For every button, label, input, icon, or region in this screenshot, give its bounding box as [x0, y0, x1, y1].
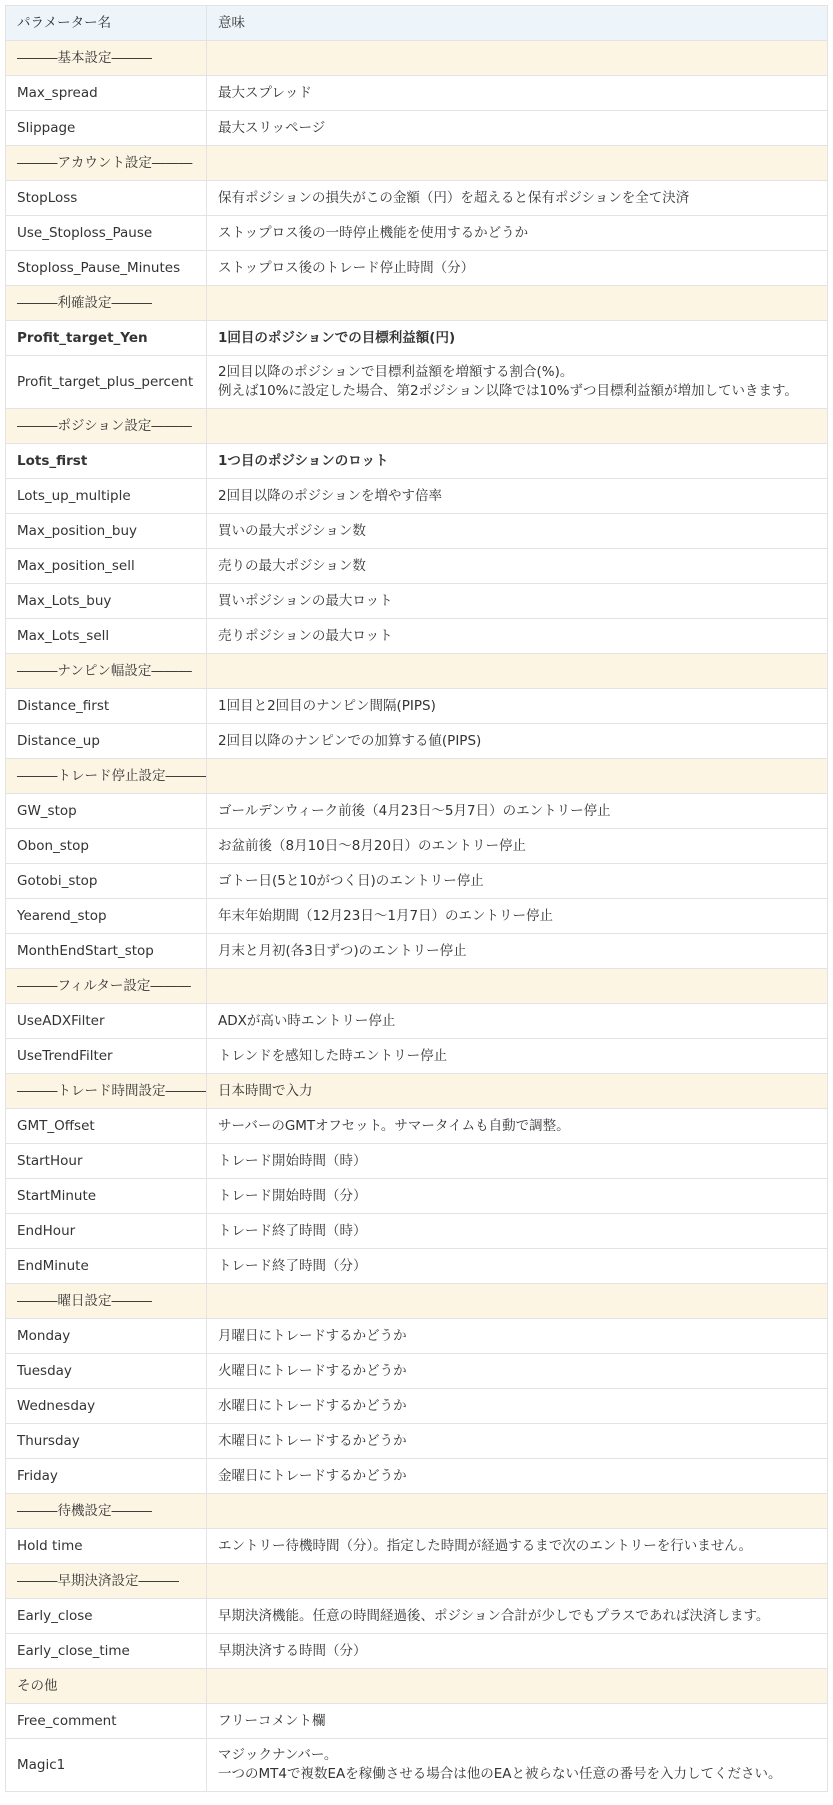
table-row	[6, 619, 828, 654]
table-row	[6, 251, 828, 286]
parameter-meaning: 1回目のポジションでの目標利益額(円)	[207, 321, 828, 356]
table-row	[6, 111, 828, 146]
parameter-name: Max_Lots_buy	[6, 584, 207, 619]
parameter-meaning: 売りポジションの最大ロット	[207, 619, 828, 654]
section-header-row	[6, 146, 828, 181]
parameter-name: Monday	[6, 1319, 207, 1354]
table-row	[6, 216, 828, 251]
table-row	[6, 1634, 828, 1669]
table-row	[6, 1599, 828, 1634]
parameter-meaning: 月末と月初(各3日ずつ)のエントリー停止	[207, 934, 828, 969]
parameter-name: Profit_target_plus_percent	[6, 356, 207, 409]
table-row	[6, 514, 828, 549]
section-title: ―――トレード時間設定―――	[6, 1074, 207, 1109]
meaning-line: 2回目以降のポジションで目標利益額を増額する割合(%)。	[218, 364, 574, 380]
section-note	[207, 41, 828, 76]
parameter-name: StopLoss	[6, 181, 207, 216]
section-header-row	[6, 1564, 828, 1599]
parameter-name: Max_spread	[6, 76, 207, 111]
parameter-name: Free_comment	[6, 1704, 207, 1739]
section-note: 日本時間で入力	[207, 1074, 828, 1109]
parameter-name: Slippage	[6, 111, 207, 146]
parameter-name: StartMinute	[6, 1179, 207, 1214]
table-row	[6, 1249, 828, 1284]
parameter-name: Hold time	[6, 1529, 207, 1564]
table-row	[6, 794, 828, 829]
table-row	[6, 1319, 828, 1354]
table-row	[6, 181, 828, 216]
table-row	[6, 899, 828, 934]
table-row	[6, 1179, 828, 1214]
table-row	[6, 1214, 828, 1249]
parameter-name: Yearend_stop	[6, 899, 207, 934]
parameter-name: Early_close_time	[6, 1634, 207, 1669]
table-row	[6, 1109, 828, 1144]
section-title: ―――ナンピン幅設定―――	[6, 654, 207, 689]
parameter-name: Magic1	[6, 1739, 207, 1792]
parameter-meaning: 2回目以降のナンピンでの加算する値(PIPS)	[207, 724, 828, 759]
parameter-meaning: トレード開始時間（分）	[207, 1179, 828, 1214]
section-header-row	[6, 759, 828, 794]
parameter-name: Wednesday	[6, 1389, 207, 1424]
table-row	[6, 321, 828, 356]
table-row	[6, 934, 828, 969]
parameter-meaning: 2回目以降のポジションを増やす倍率	[207, 479, 828, 514]
table-row	[6, 76, 828, 111]
table-row	[6, 1424, 828, 1459]
parameter-name: Tuesday	[6, 1354, 207, 1389]
parameter-name: Lots_first	[6, 444, 207, 479]
parameter-table	[5, 5, 828, 1792]
section-header-row	[6, 286, 828, 321]
section-title: ―――早期決済設定―――	[6, 1564, 207, 1599]
section-title: ―――曜日設定―――	[6, 1284, 207, 1319]
meaning-line: マジックナンバー。	[218, 1747, 338, 1763]
section-note	[207, 1494, 828, 1529]
section-note	[207, 1669, 828, 1704]
parameter-name: Distance_up	[6, 724, 207, 759]
parameter-meaning: 木曜日にトレードするかどうか	[207, 1424, 828, 1459]
parameter-meaning: ストップロス後の一時停止機能を使用するかどうか	[207, 216, 828, 251]
parameter-name: Stoploss_Pause_Minutes	[6, 251, 207, 286]
parameter-name: Early_close	[6, 1599, 207, 1634]
table-row	[6, 479, 828, 514]
parameter-meaning: フリーコメント欄	[207, 1704, 828, 1739]
section-header-row	[6, 1494, 828, 1529]
parameter-meaning: ゴトー日(5と10がつく日)のエントリー停止	[207, 864, 828, 899]
table-row	[6, 1529, 828, 1564]
parameter-meaning: 年末年始期間（12月23日～1月7日）のエントリー停止	[207, 899, 828, 934]
table-row	[6, 1459, 828, 1494]
section-title: ―――基本設定―――	[6, 41, 207, 76]
section-title: ―――アカウント設定―――	[6, 146, 207, 181]
table-row	[6, 829, 828, 864]
parameter-name: Max_position_buy	[6, 514, 207, 549]
parameter-name: EndMinute	[6, 1249, 207, 1284]
parameter-name: Max_Lots_sell	[6, 619, 207, 654]
section-title: ―――利確設定―――	[6, 286, 207, 321]
parameter-name: GMT_Offset	[6, 1109, 207, 1144]
section-note	[207, 1564, 828, 1599]
parameter-meaning: トレード終了時間（分）	[207, 1249, 828, 1284]
table-row	[6, 864, 828, 899]
parameter-meaning: ストップロス後のトレード停止時間（分）	[207, 251, 828, 286]
parameter-meaning: 1つ目のポジションのロット	[207, 444, 828, 479]
section-header-row	[6, 409, 828, 444]
meaning-line: 一つのMT4で複数EAを稼働させる場合は他のEAと被らない任意の番号を入力してください。	[218, 1766, 782, 1782]
table-row	[6, 689, 828, 724]
table-row	[6, 1004, 828, 1039]
parameter-name: StartHour	[6, 1144, 207, 1179]
table-row	[6, 1039, 828, 1074]
table-body	[6, 41, 828, 1792]
section-title: ―――待機設定―――	[6, 1494, 207, 1529]
parameter-meaning: 水曜日にトレードするかどうか	[207, 1389, 828, 1424]
parameter-meaning: ADXが高い時エントリー停止	[207, 1004, 828, 1039]
parameter-name: Profit_target_Yen	[6, 321, 207, 356]
table-row	[6, 1354, 828, 1389]
section-note	[207, 409, 828, 444]
table-row	[6, 1144, 828, 1179]
parameter-name: Distance_first	[6, 689, 207, 724]
parameter-meaning: トレード開始時間（時）	[207, 1144, 828, 1179]
table-row	[6, 724, 828, 759]
section-header-row	[6, 969, 828, 1004]
table-row	[6, 444, 828, 479]
parameter-name: UseTrendFilter	[6, 1039, 207, 1074]
section-title: ―――フィルター設定―――	[6, 969, 207, 1004]
parameter-meaning: 早期決済機能。任意の時間経過後、ポジション合計が少しでもプラスであれば決済します。	[207, 1599, 828, 1634]
table-row	[6, 1704, 828, 1739]
parameter-name: EndHour	[6, 1214, 207, 1249]
parameter-meaning: 最大スプレッド	[207, 76, 828, 111]
section-header-row	[6, 41, 828, 76]
section-note	[207, 1284, 828, 1319]
meaning-line: 例えば10%に設定した場合、第2ポジション以降では10%ずつ目標利益額が増加していきます。	[218, 383, 798, 399]
parameter-meaning: ゴールデンウィーク前後（4月23日～5月7日）のエントリー停止	[207, 794, 828, 829]
parameter-meaning: お盆前後（8月10日～8月20日）のエントリー停止	[207, 829, 828, 864]
parameter-name: UseADXFilter	[6, 1004, 207, 1039]
section-title: ―――トレード停止設定―――	[6, 759, 207, 794]
parameter-meaning: 売りの最大ポジション数	[207, 549, 828, 584]
parameter-meaning: 早期決済する時間（分）	[207, 1634, 828, 1669]
parameter-meaning: エントリー待機時間（分）。指定した時間が経過するまで次のエントリーを行いません。	[207, 1529, 828, 1564]
parameter-name: GW_stop	[6, 794, 207, 829]
section-title: ―――ポジション設定―――	[6, 409, 207, 444]
parameter-name: Thursday	[6, 1424, 207, 1459]
section-note	[207, 146, 828, 181]
parameter-meaning: 月曜日にトレードするかどうか	[207, 1319, 828, 1354]
parameter-name: Max_position_sell	[6, 549, 207, 584]
section-header-row	[6, 654, 828, 689]
parameter-meaning: 1回目と2回目のナンピン間隔(PIPS)	[207, 689, 828, 724]
parameter-meaning: 買いポジションの最大ロット	[207, 584, 828, 619]
parameter-meaning: サーバーのGMTオフセット。サマータイムも自動で調整。	[207, 1109, 828, 1144]
section-header-row	[6, 1669, 828, 1704]
parameter-meaning: 金曜日にトレードするかどうか	[207, 1459, 828, 1494]
table-row	[6, 356, 828, 409]
parameter-name: Friday	[6, 1459, 207, 1494]
parameter-name: Lots_up_multiple	[6, 479, 207, 514]
header-meaning: 意味	[207, 6, 828, 41]
parameter-meaning: 火曜日にトレードするかどうか	[207, 1354, 828, 1389]
parameter-meaning	[207, 356, 828, 409]
header-parameter-name: パラメーター名	[6, 6, 207, 41]
table-row	[6, 549, 828, 584]
table-row	[6, 584, 828, 619]
parameter-meaning: 保有ポジションの損失がこの金額（円）を超えると保有ポジションを全て決済	[207, 181, 828, 216]
parameter-meaning	[207, 1739, 828, 1792]
parameter-name: Obon_stop	[6, 829, 207, 864]
section-header-row	[6, 1284, 828, 1319]
parameter-name: MonthEndStart_stop	[6, 934, 207, 969]
section-note	[207, 286, 828, 321]
parameter-meaning: トレード終了時間（時）	[207, 1214, 828, 1249]
parameter-meaning: 買いの最大ポジション数	[207, 514, 828, 549]
parameter-meaning: 最大スリッページ	[207, 111, 828, 146]
table-row	[6, 1739, 828, 1792]
section-header-row	[6, 1074, 828, 1109]
table-row	[6, 1389, 828, 1424]
parameter-meaning: トレンドを感知した時エントリー停止	[207, 1039, 828, 1074]
section-note	[207, 654, 828, 689]
parameter-name: Use_Stoploss_Pause	[6, 216, 207, 251]
section-note	[207, 759, 828, 794]
parameter-name: Gotobi_stop	[6, 864, 207, 899]
table-header-row	[6, 6, 828, 41]
section-title: その他	[6, 1669, 207, 1704]
section-note	[207, 969, 828, 1004]
